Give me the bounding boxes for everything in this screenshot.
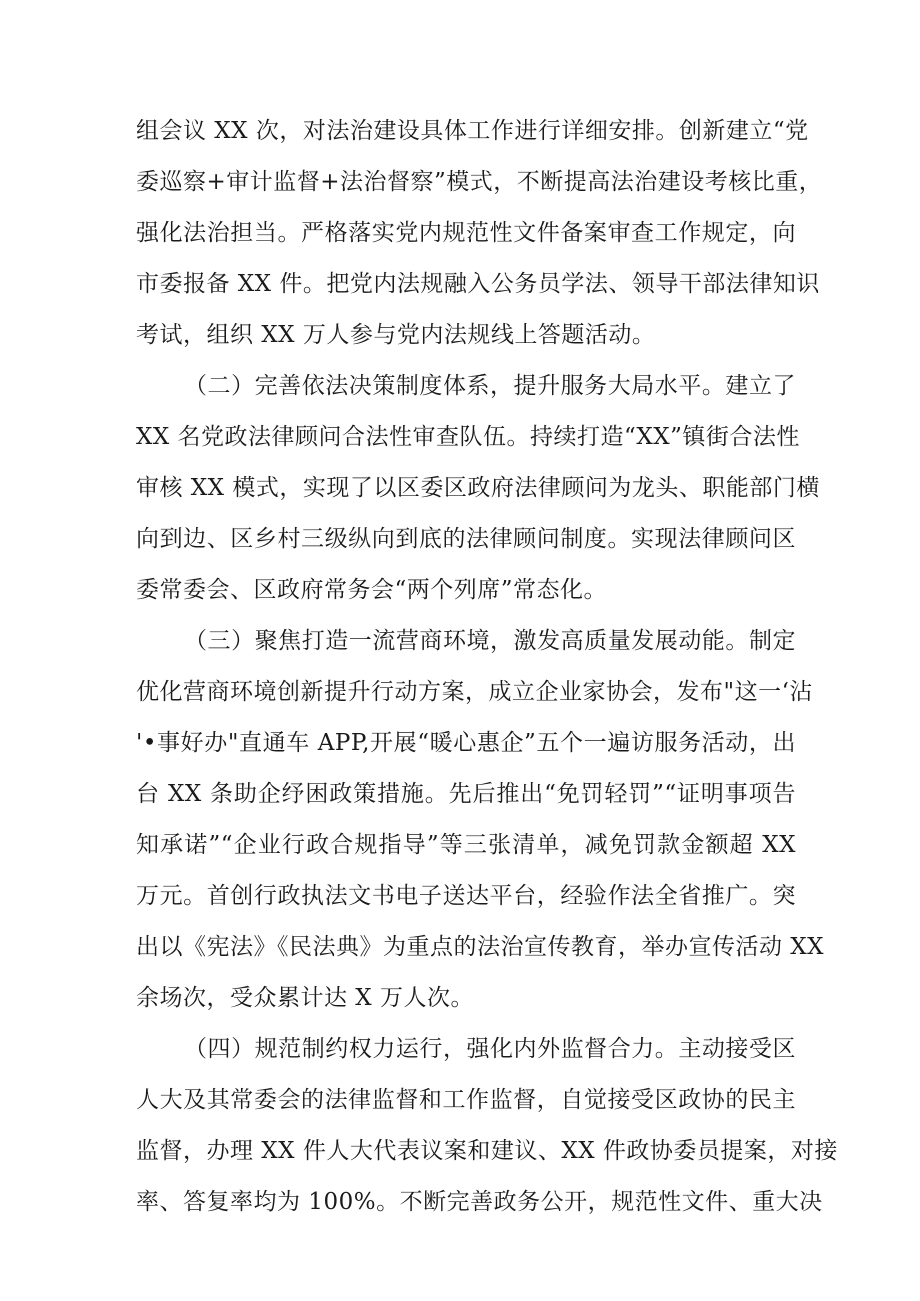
text-line: 优化营商环境创新提升行动方案，成立企业家协会，发布"这一‘沾 xyxy=(136,679,813,705)
text-line: 万元。首创行政执法文书电子送达平台，经验作法全省推广。突 xyxy=(136,883,796,909)
text-line: '•事好办"直通车 APP,开展“暖心惠企”五个一遍访服务活动，出 xyxy=(136,730,796,756)
text-line: 考试，组织 XX 万人参与党内法规线上答题活动。 xyxy=(136,322,656,348)
text-line: 率、答复率均为 100%。不断完善政务公开，规范性文件、重大决 xyxy=(136,1189,823,1215)
text-line: 审核 XX 模式，实现了以区委区政府法律顾问为龙头、职能部门横 xyxy=(136,475,820,501)
text-line: 余场次，受众累计达 X 万人次。 xyxy=(136,985,474,1011)
text-line: 出以《宪法》《民法典》为重点的法治宣传教育，举办宣传活动 XX xyxy=(136,934,825,960)
text-line: 台 XX 条助企纾困政策措施。先后推出“免罚轻罚”“证明事项告 xyxy=(136,781,796,807)
text-line: 人大及其常委会的法律监督和工作监督，自觉接受区政协的民主 xyxy=(136,1087,796,1113)
text-line: 委常委会、区政府常务会“两个列席”常态化。 xyxy=(136,577,608,603)
text-line: XX 名党政法律顾问合法性审查队伍。持续打造“XX”镇街合法性 xyxy=(136,424,800,450)
text-line: 知承诺”“企业行政合规指导”等三张清单，减免罚款金额超 XX xyxy=(136,832,796,858)
text-line: 市委报备 XX 件。把党内法规融入公务员学法、领导干部法律知识 xyxy=(136,271,820,297)
document-body xyxy=(136,106,838,1228)
text-line: 委巡察+审计监督+法治督察”模式，不断提高法治建设考核比重， xyxy=(136,169,823,195)
text-line: 组会议 XX 次，对法治建设具体工作进行详细安排。创新建立“党 xyxy=(136,118,809,144)
paragraph-heading-line: （四）规范制约权力运行，强化内外监督合力。主动接受区 xyxy=(184,1036,796,1062)
text-line: 监督，办理 XX 件人大代表议案和建议、XX 件政协委员提案，对接 xyxy=(136,1138,838,1164)
text-line: 强化法治担当。严格落实党内规范性文件备案审查工作规定，向 xyxy=(136,220,796,246)
text-line: 向到边、区乡村三级纵向到底的法律顾问制度。实现法律顾问区 xyxy=(136,526,796,552)
paragraph-heading-line: （三）聚焦打造一流营商环境，激发高质量发展动能。制定 xyxy=(184,628,796,654)
paragraph-heading-line: （二）完善依法决策制度体系，提升服务大局水平。建立了 xyxy=(184,373,796,399)
